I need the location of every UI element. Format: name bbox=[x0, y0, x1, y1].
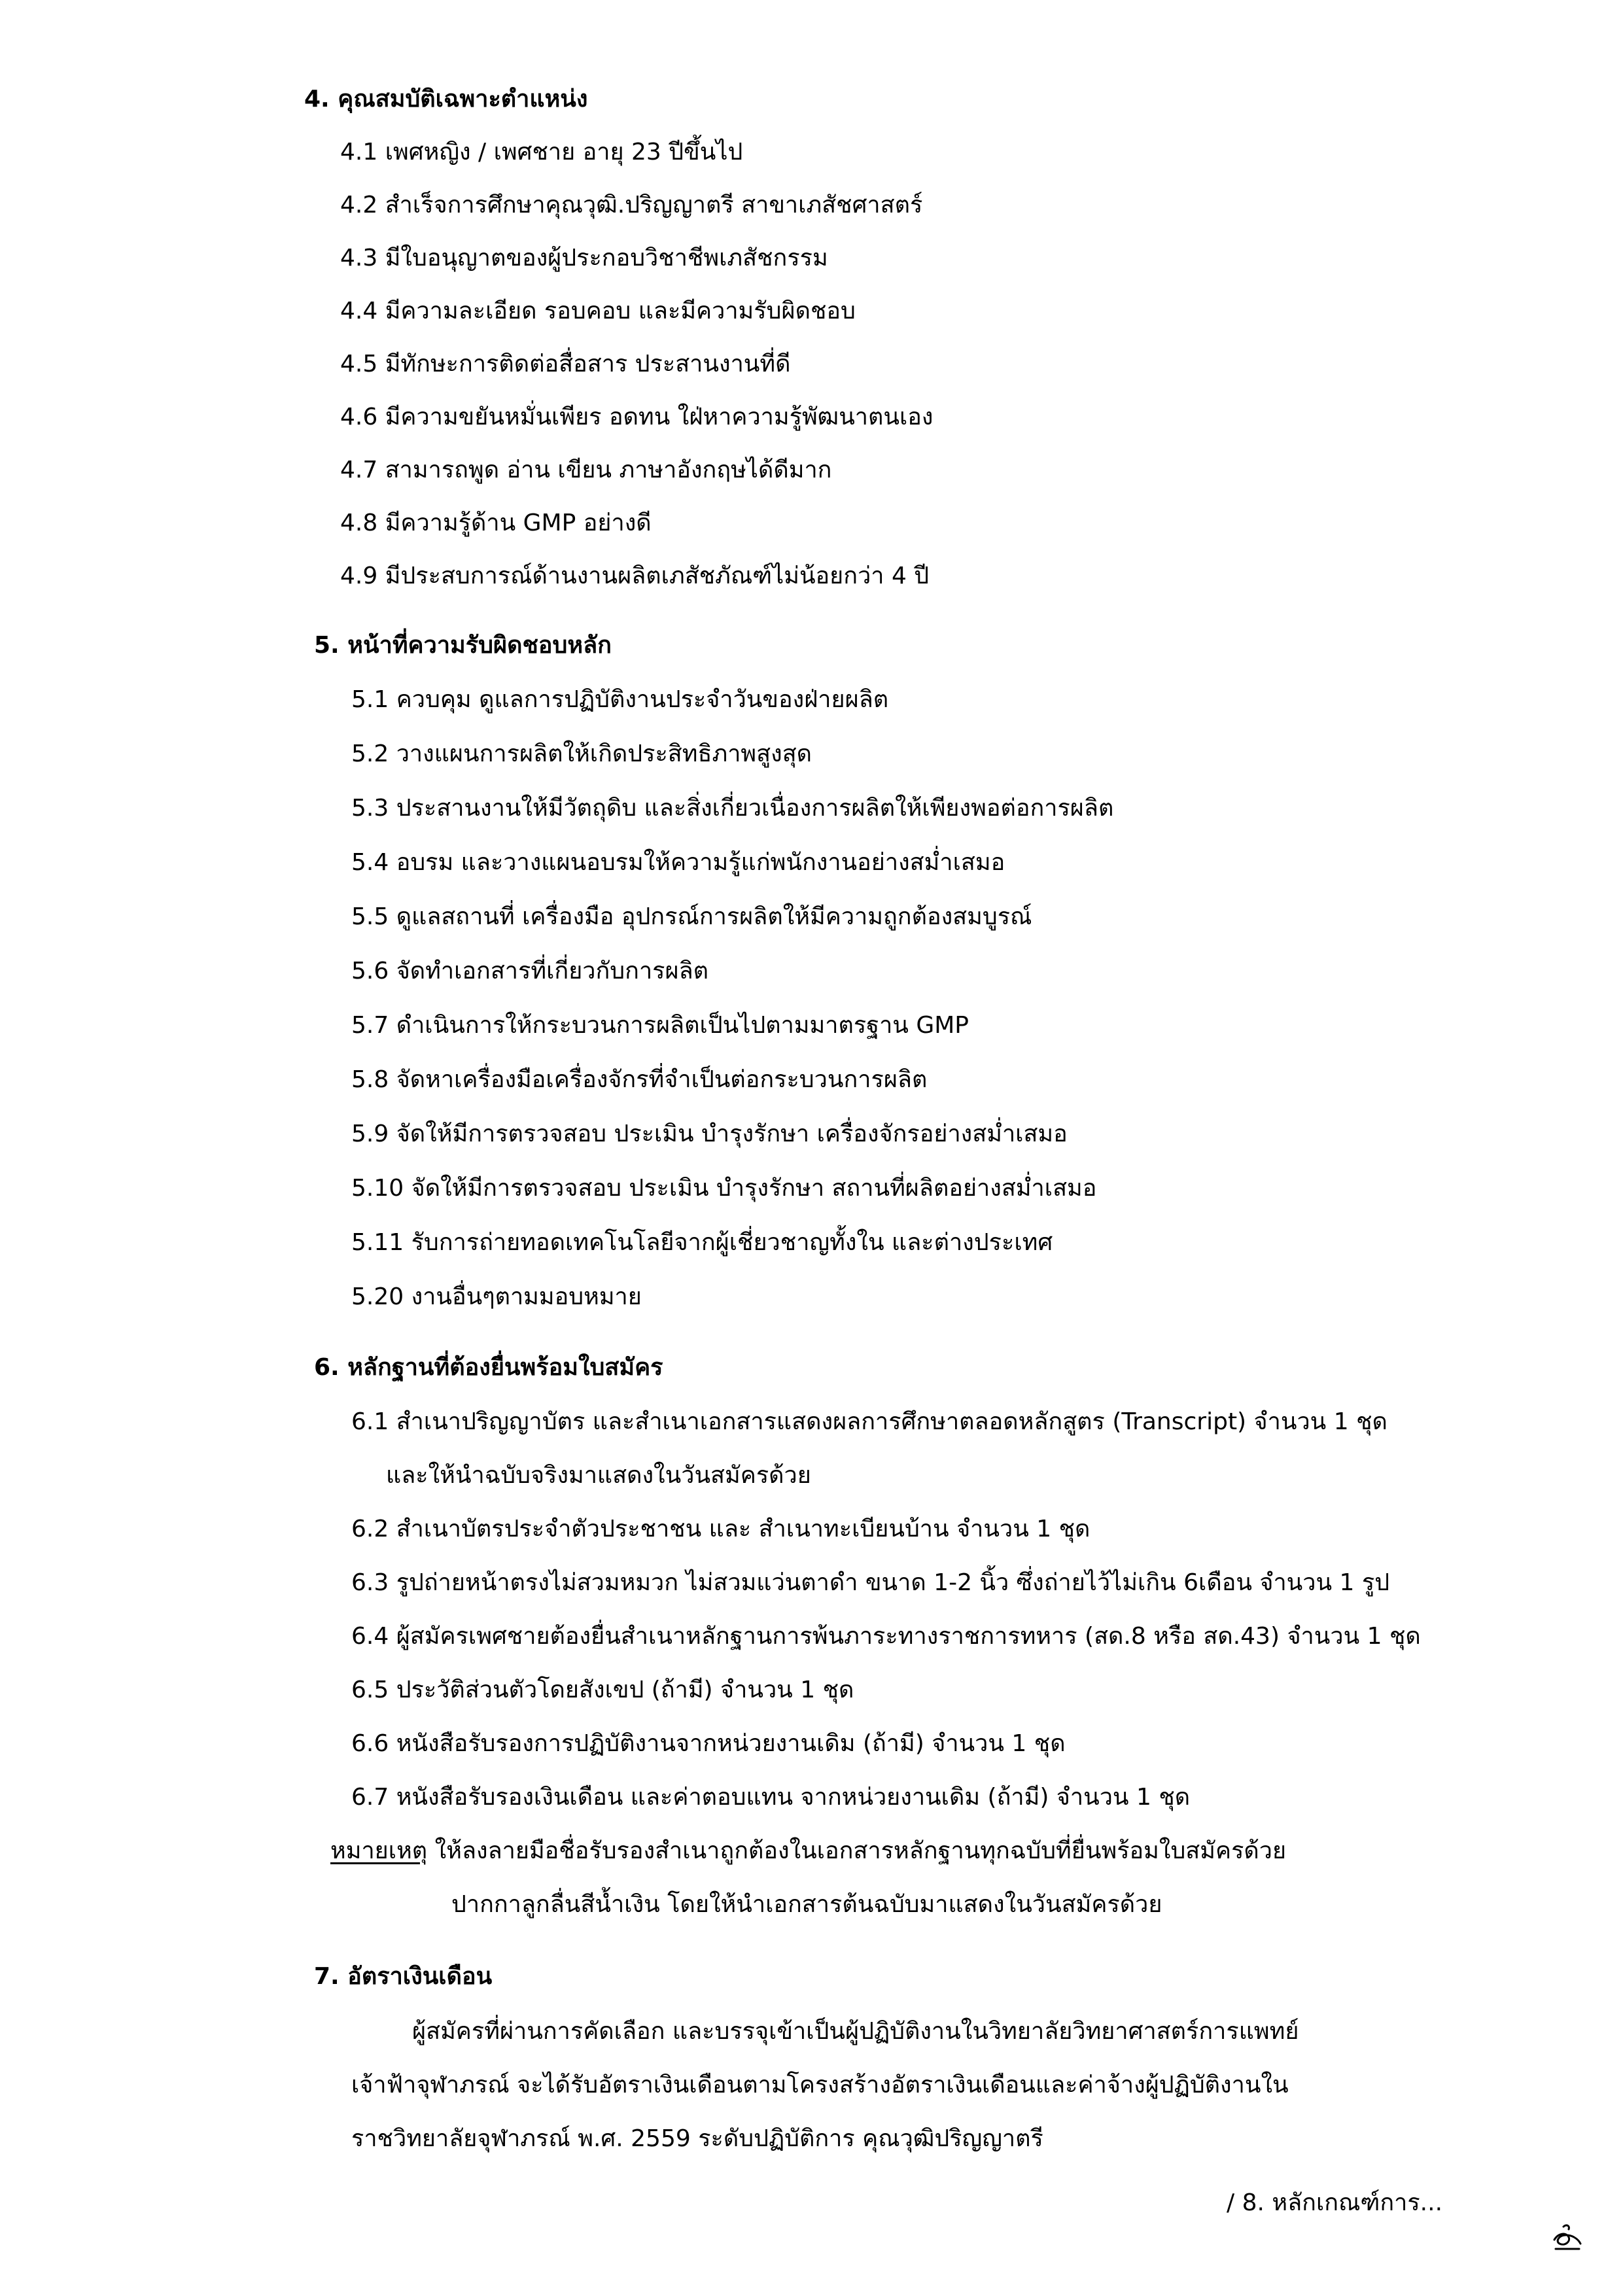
note-line bbox=[330, 1835, 1286, 1867]
paragraph-line: ผู้สมัครที่ผ่านการคัดเลือก และบรรจุเข้าเป็นผู้ปฏิบัติงานในวิทยาลัยวิทยาศาสตร์การแพทย์ bbox=[412, 2018, 1299, 2045]
list-item: 5.8 จัดหาเครื่องมือเครื่องจักรที่จำเป็นต่อกระบวนการผลิต bbox=[351, 1066, 928, 1093]
list-item: 4.4 มีความละเอียด รอบคอบ และมีความรับผิดชอบ bbox=[340, 298, 856, 324]
list-item: 4.1 เพศหญิง / เพศชาย อายุ 23 ปีขึ้นไป bbox=[340, 139, 743, 165]
list-item: 5.1 ควบคุม ดูแลการปฏิบัติงานประจำวันของฝ่ายผลิต bbox=[351, 686, 889, 713]
list-item: 5.6 จัดทำเอกสารที่เกี่ยวกับการผลิต bbox=[351, 958, 709, 984]
list-item: 5.11 รับการถ่ายทอดเทคโนโลยีจากผู้เชี่ยวชาญทั้งใน และต่างประเทศ bbox=[351, 1229, 1053, 1256]
list-item: 5.9 จัดให้มีการตรวจสอบ ประเมิน บำรุงรักษา เครื่องจักรอย่างสม่ำเสมอ bbox=[351, 1121, 1068, 1147]
list-item: 6.4 ผู้สมัครเพศชายต้องยื่นสำเนาหลักฐานการพ้นภาระทางราชการทหาร (สด.8 หรือ สด.43) จำนวน 1 ชุด bbox=[351, 1623, 1421, 1650]
list-item: 4.7 สามารถพูด อ่าน เขียน ภาษาอังกฤษได้ดีมาก bbox=[340, 457, 832, 483]
list-item: 6.6 หนังสือรับรองการปฏิบัติงานจากหน่วยงานเดิม (ถ้ามี) จำนวน 1 ชุด bbox=[351, 1730, 1066, 1757]
list-item: 5.4 อบรม และวางแผนอบรมให้ความรู้แก่พนักงานอย่างสม่ำเสมอ bbox=[351, 849, 1005, 876]
list-item: 4.5 มีทักษะการติดต่อสื่อสาร ประสานงานที่ดี bbox=[340, 351, 791, 377]
list-item: 6.7 หนังสือรับรองเงินเดือน และค่าตอบแทน จากหน่วยงานเดิม (ถ้ามี) จำนวน 1 ชุด bbox=[351, 1784, 1191, 1811]
list-item: 4.3 มีใบอนุญาตของผู้ประกอบวิชาชีพเภสัชกรรม bbox=[340, 245, 828, 271]
list-item: 4.8 มีความรู้ด้าน GMP อย่างดี bbox=[340, 510, 652, 536]
list-item: 4.2 สำเร็จการศึกษาคุณวุฒิ.ปริญญาตรี สาขาเภสัชศาสตร์ bbox=[340, 192, 923, 218]
note-text: ให้ลงลายมือชื่อรับรองสำเนาถูกต้องในเอกสารหลักฐานทุกฉบับที่ยื่นพร้อมใบสมัครด้วย bbox=[427, 1837, 1287, 1864]
note-label: หมายเหตุ bbox=[330, 1837, 428, 1864]
list-item: 6.2 สำเนาบัตรประจำตัวประชาชน และ สำเนาทะเบียนบ้าน จำนวน 1 ชุด bbox=[351, 1516, 1091, 1542]
note-continuation: ปากกาลูกลื่นสีน้ำเงิน โดยให้นำเอกสารต้นฉบับมาแสดงในวันสมัครด้วย bbox=[451, 1891, 1162, 1918]
paragraph-line: ราชวิทยาลัยจุฬาภรณ์ พ.ศ. 2559 ระดับปฏิบัติการ คุณวุฒิปริญญาตรี bbox=[351, 2125, 1043, 2152]
section-5-heading: 5. หน้าที่ความรับผิดชอบหลัก bbox=[314, 632, 612, 659]
list-item: 5.3 ประสานงานให้มีวัตถุดิบ และสิ่งเกี่ยวเนื่องการผลิตให้เพียงพอต่อการผลิต bbox=[351, 795, 1114, 822]
list-item: 5.7 ดำเนินการให้กระบวนการผลิตเป็นไปตามมาตรฐาน GMP bbox=[351, 1012, 969, 1039]
paragraph-line: เจ้าฟ้าจุฬาภรณ์ จะได้รับอัตราเงินเดือนตามโครงสร้างอัตราเงินเดือนและค่าจ้างผู้ปฏิบัติงานใน bbox=[351, 2072, 1289, 2098]
continuation-note: / 8. หลักเกณฑ์การ... bbox=[1227, 2189, 1443, 2216]
list-item-continuation: และให้นำฉบับจริงมาแสดงในวันสมัครด้วย bbox=[386, 1462, 811, 1489]
list-item: 5.2 วางแผนการผลิตให้เกิดประสิทธิภาพสูงสุด bbox=[351, 740, 812, 767]
list-item: 6.3 รูปถ่ายหน้าตรงไม่สวมหมวก ไม่สวมแว่นตาดำ ขนาด 1-2 นิ้ว ซึ่งถ่ายไว้ไม่เกิน 6เดือน จำนวน 1 รูป bbox=[351, 1569, 1390, 1596]
list-item: 5.10 จัดให้มีการตรวจสอบ ประเมิน บำรุงรักษา สถานที่ผลิตอย่างสม่ำเสมอ bbox=[351, 1175, 1097, 1202]
list-item: 5.5 ดูแลสถานที่ เครื่องมือ อุปกรณ์การผลิตให้มีความถูกต้องสมบูรณ์ bbox=[351, 903, 1032, 930]
list-item: 6.1 สำเนาปริญญาบัตร และสำเนาเอกสารแสดงผลการศึกษาตลอดหลักสูตร (Transcript) จำนวน 1 ชุด bbox=[351, 1408, 1387, 1435]
list-item: 5.20 งานอื่นๆตามมอบหมาย bbox=[351, 1283, 642, 1310]
list-item: 6.5 ประวัติส่วนตัวโดยสังเขป (ถ้ามี) จำนวน 1 ชุด bbox=[351, 1677, 854, 1703]
list-item: 4.6 มีความขยันหมั่นเพียร อดทน ใฝ่หาความรู้พัฒนาตนเอง bbox=[340, 404, 934, 430]
handwritten-initial-icon bbox=[1549, 2218, 1586, 2254]
section-7-heading: 7. อัตราเงินเดือน bbox=[314, 1963, 493, 1990]
section-4-heading: 4. คุณสมบัติเฉพาะตำแหน่ง bbox=[304, 86, 588, 113]
section-6-heading: 6. หลักฐานที่ต้องยื่นพร้อมใบสมัคร bbox=[314, 1354, 663, 1381]
list-item: 4.9 มีประสบการณ์ด้านงานผลิตเภสัชภัณฑ์ไม่น้อยกว่า 4 ปี bbox=[340, 563, 930, 589]
